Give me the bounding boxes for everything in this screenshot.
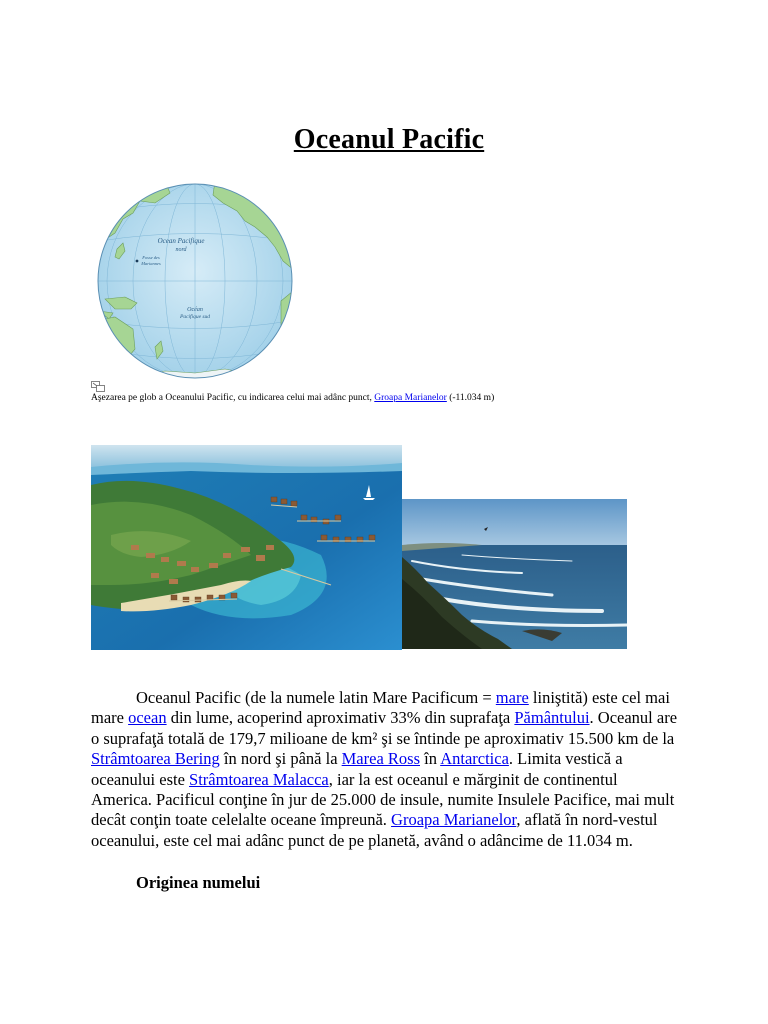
paragraph-text: în	[420, 749, 441, 769]
pacific-globe-map	[95, 181, 295, 381]
paragraph-text: din lume, acoperind aproximativ 33% din suprafaţa	[166, 708, 515, 728]
paragraph-text: , aflată în nord-vestul oceanului, este cel mai adânc punct de pe planetă, având o adâncime de 11.034 m.	[91, 810, 658, 850]
resize-image-icon[interactable]	[91, 381, 105, 392]
svg-text:Ocean Pacifique: Ocean Pacifique	[157, 237, 205, 245]
link-mare[interactable]: mare	[495, 688, 529, 707]
page-title: Oceanul Pacific	[293, 124, 485, 155]
svg-text:Océan: Océan	[187, 307, 203, 313]
caption-text-after: (-11.034 m)	[446, 393, 495, 403]
caption-text: Aşezarea pe glob a Oceanului Pacific, cu indicarea celui mai adânc punct,	[91, 393, 375, 403]
paragraph-text: Oceanul Pacific (de la numele latin Mare Pacificum =	[136, 688, 496, 707]
paragraph-text: liniştită) este cel mai mare	[91, 688, 670, 728]
coastline-photo	[402, 499, 627, 649]
link-stramtoarea-bering[interactable]: Strâmtoarea Bering	[91, 749, 220, 769]
link-marea-ross[interactable]: Marea Ross	[341, 749, 420, 769]
article-paragraph	[91, 688, 681, 851]
svg-text:Pacifique sud: Pacifique sud	[179, 314, 211, 320]
caption-link-groapa-marianelor[interactable]: Groapa Marianelor	[374, 393, 447, 403]
link-pamantului[interactable]: Pământului	[514, 708, 590, 728]
link-ocean[interactable]: ocean	[128, 708, 167, 728]
link-stramtoarea-malacca[interactable]: Strâmtoarea Malacca	[189, 769, 329, 789]
paragraph-text: , iar la est oceanul e mărginit de continentul America. Pacificul conţine în jur de 25.000 de insule, numite Insulele Pacifice, mai mult decât conţin toate celelalte oceane împreună.	[91, 769, 675, 830]
svg-text:Fosse des: Fosse des	[142, 255, 160, 260]
svg-text:Mariannes: Mariannes	[141, 261, 161, 266]
paragraph-text: . Limita vestică a oceanului este	[91, 749, 623, 789]
island-resort-photo	[91, 445, 402, 650]
paragraph-text: în nord şi până la	[219, 749, 342, 769]
section-heading: Originea numelui	[136, 873, 261, 892]
link-antarctica[interactable]: Antarctica	[440, 749, 509, 769]
paragraph-text: . Oceanul are o suprafaţă totală de 179,7 milioane de km² şi se întinde pe aproximativ 15.500 km de la	[91, 708, 678, 748]
svg-text:nord: nord	[175, 247, 187, 253]
link-groapa-marianelor[interactable]: Groapa Marianelor	[391, 810, 517, 830]
image-caption	[91, 392, 691, 404]
